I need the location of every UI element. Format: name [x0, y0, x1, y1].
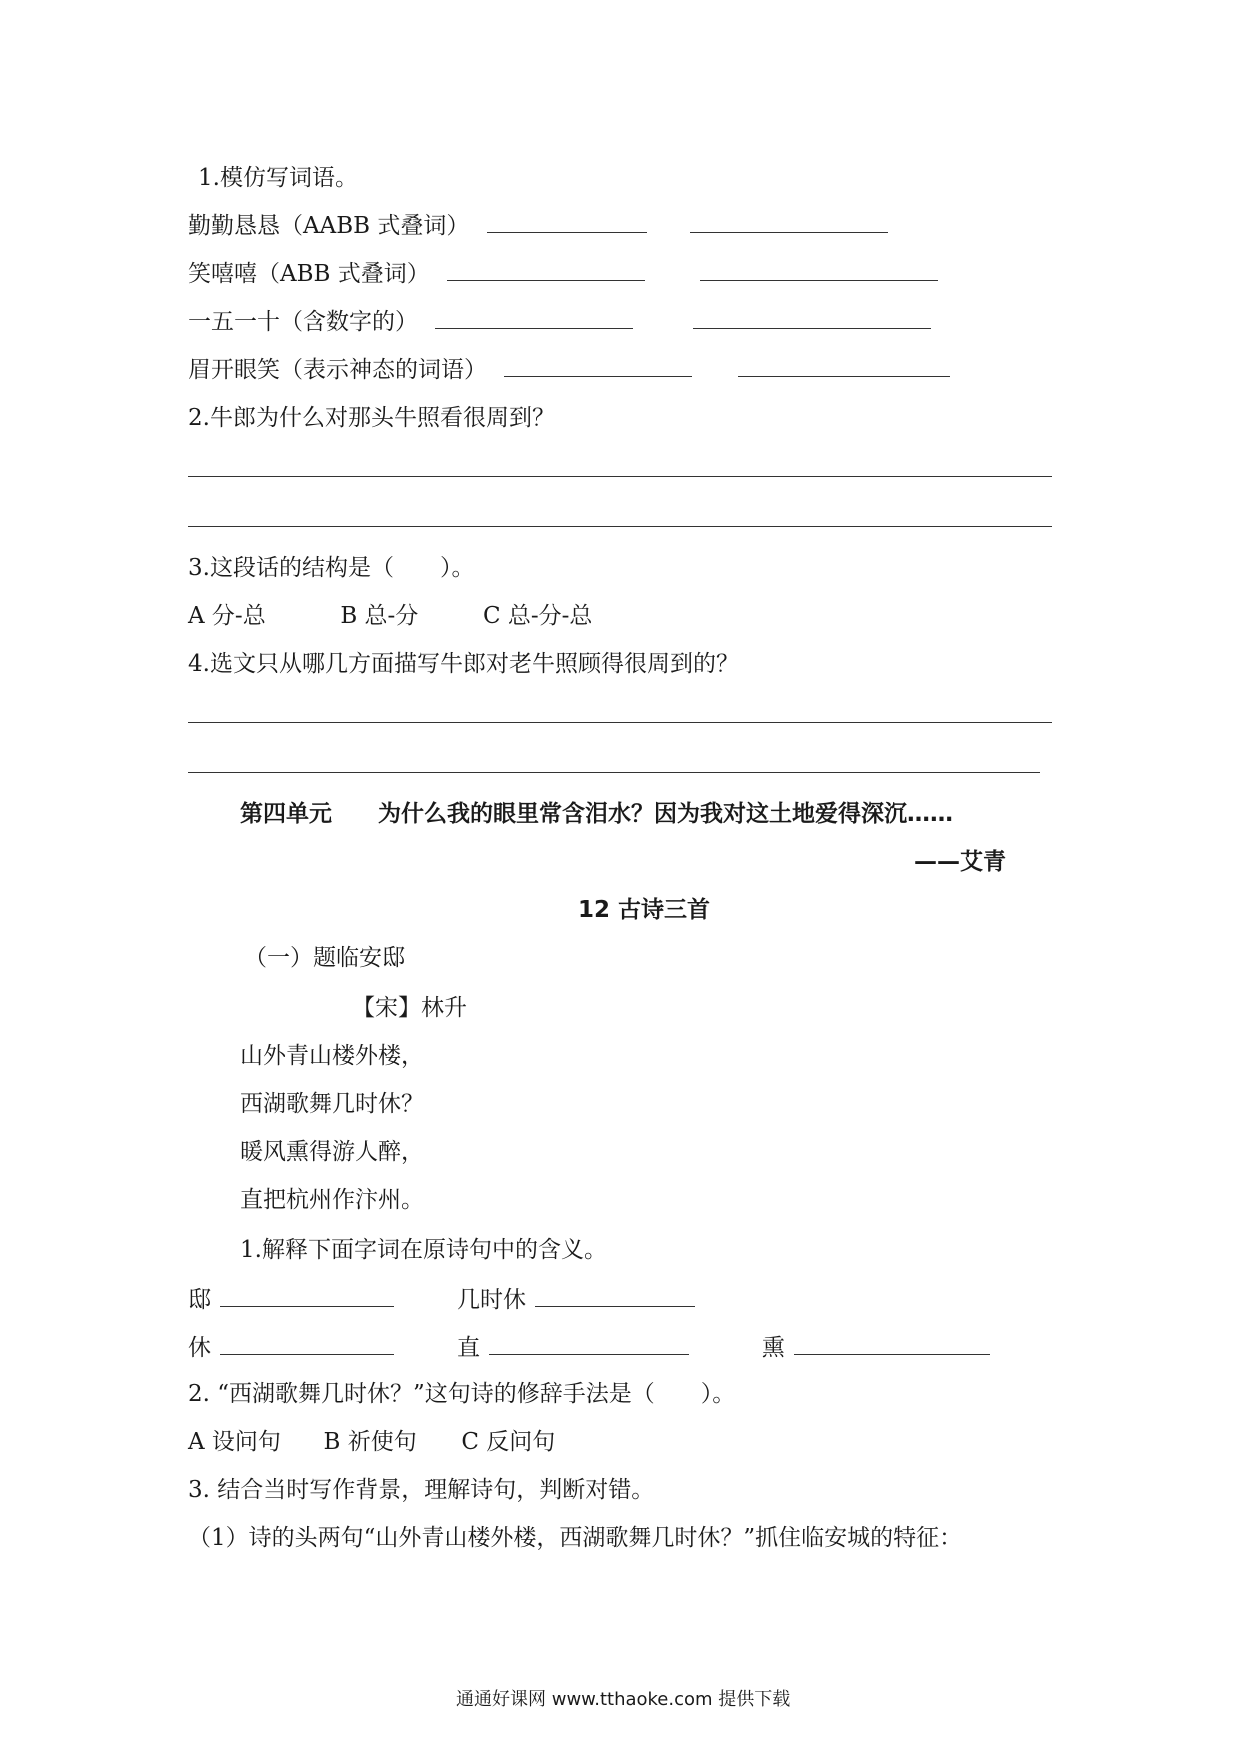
term-label: 熏: [761, 1335, 785, 1361]
poem-line: 山外青山楼外楼，: [240, 1043, 424, 1069]
q1-row-label: 眉开眼笑（表示神态的词语）: [188, 357, 487, 383]
option-a[interactable]: A 分-总: [188, 603, 266, 629]
lesson-title: 12 古诗三首: [578, 897, 711, 923]
q1-row-label: 一五一十（含数字的）: [188, 309, 418, 335]
answer-blank[interactable]: [489, 1332, 689, 1355]
term-row-2: [188, 1332, 990, 1362]
answer-blank[interactable]: [700, 258, 938, 281]
q2-text: 2.牛郎为什么对那头牛照看很周到？: [188, 405, 555, 431]
lesson-q3-1-text: （1）诗的头两句“山外青山楼外楼，西湖歌舞几时休？”抓住临安城的特征：: [188, 1525, 963, 1551]
answer-line[interactable]: [188, 722, 1052, 723]
poem-author: 【宋】林升: [352, 995, 467, 1021]
answer-blank[interactable]: [794, 1332, 990, 1355]
option-b[interactable]: B 总-分: [340, 603, 419, 629]
term-label: 休: [188, 1335, 211, 1361]
unit-label: 第四单元: [240, 801, 332, 827]
option-c[interactable]: C 反问句: [461, 1429, 556, 1455]
q3-text: 3.这段话的结构是（ ）。: [188, 555, 475, 581]
answer-blank[interactable]: [220, 1332, 394, 1355]
q1-row-4: [188, 354, 950, 384]
q1-row-label: 勤勤恳恳（AABB 式叠词）: [188, 213, 470, 239]
poem-title: （一）题临安邸: [244, 945, 405, 971]
q3-options: [188, 602, 592, 630]
poem-line: 直把杭州作汴州。: [240, 1187, 424, 1213]
q1-row-1: [188, 210, 888, 240]
poem-line: 暖风熏得游人醉，: [240, 1139, 424, 1165]
answer-line[interactable]: [188, 526, 1052, 527]
answer-blank[interactable]: [487, 210, 647, 233]
answer-blank[interactable]: [738, 354, 950, 377]
poem-line: 西湖歌舞几时休？: [240, 1091, 424, 1117]
unit-quote: 为什么我的眼里常含泪水？因为我对这土地爱得深沉……: [378, 801, 954, 827]
answer-blank[interactable]: [535, 1284, 695, 1307]
q1-row-3: [188, 306, 931, 336]
option-b[interactable]: B 祈使句: [323, 1429, 417, 1455]
answer-blank[interactable]: [435, 306, 633, 329]
lesson-q2-options: [188, 1428, 555, 1456]
term-label: 直: [456, 1335, 480, 1361]
term-row-1: [188, 1284, 695, 1314]
lesson-q2-text: 2. “西湖歌舞几时休？”这句诗的修辞手法是（ ）。: [188, 1381, 736, 1407]
option-c[interactable]: C 总-分-总: [482, 603, 593, 629]
term-label: 几时休: [456, 1287, 526, 1313]
answer-blank[interactable]: [693, 306, 931, 329]
page-footer: 通通好课网 www.tthaoke.com 提供下载: [456, 1689, 791, 1710]
answer-blank[interactable]: [220, 1284, 394, 1307]
q1-row-2: [188, 258, 938, 288]
answer-line[interactable]: [188, 772, 1040, 773]
q4-text: 4.选文只从哪几方面描写牛郎对老牛照顾得很周到的？: [188, 651, 739, 677]
answer-line[interactable]: [188, 476, 1052, 477]
q1-title: 1.模仿写词语。: [198, 165, 358, 191]
term-label: 邸: [188, 1287, 211, 1313]
answer-blank[interactable]: [690, 210, 888, 233]
option-a[interactable]: A 设问句: [188, 1429, 281, 1455]
answer-blank[interactable]: [447, 258, 645, 281]
unit-quote-author: ——艾青: [914, 849, 1006, 875]
q1-row-label: 笑嘻嘻（ABB 式叠词）: [188, 261, 430, 287]
unit-heading: [240, 800, 953, 828]
lesson-q3-text: 3. 结合当时写作背景，理解诗句，判断对错。: [188, 1477, 655, 1503]
answer-blank[interactable]: [504, 354, 692, 377]
lesson-q1-text: 1.解释下面字词在原诗句中的含义。: [240, 1237, 607, 1263]
